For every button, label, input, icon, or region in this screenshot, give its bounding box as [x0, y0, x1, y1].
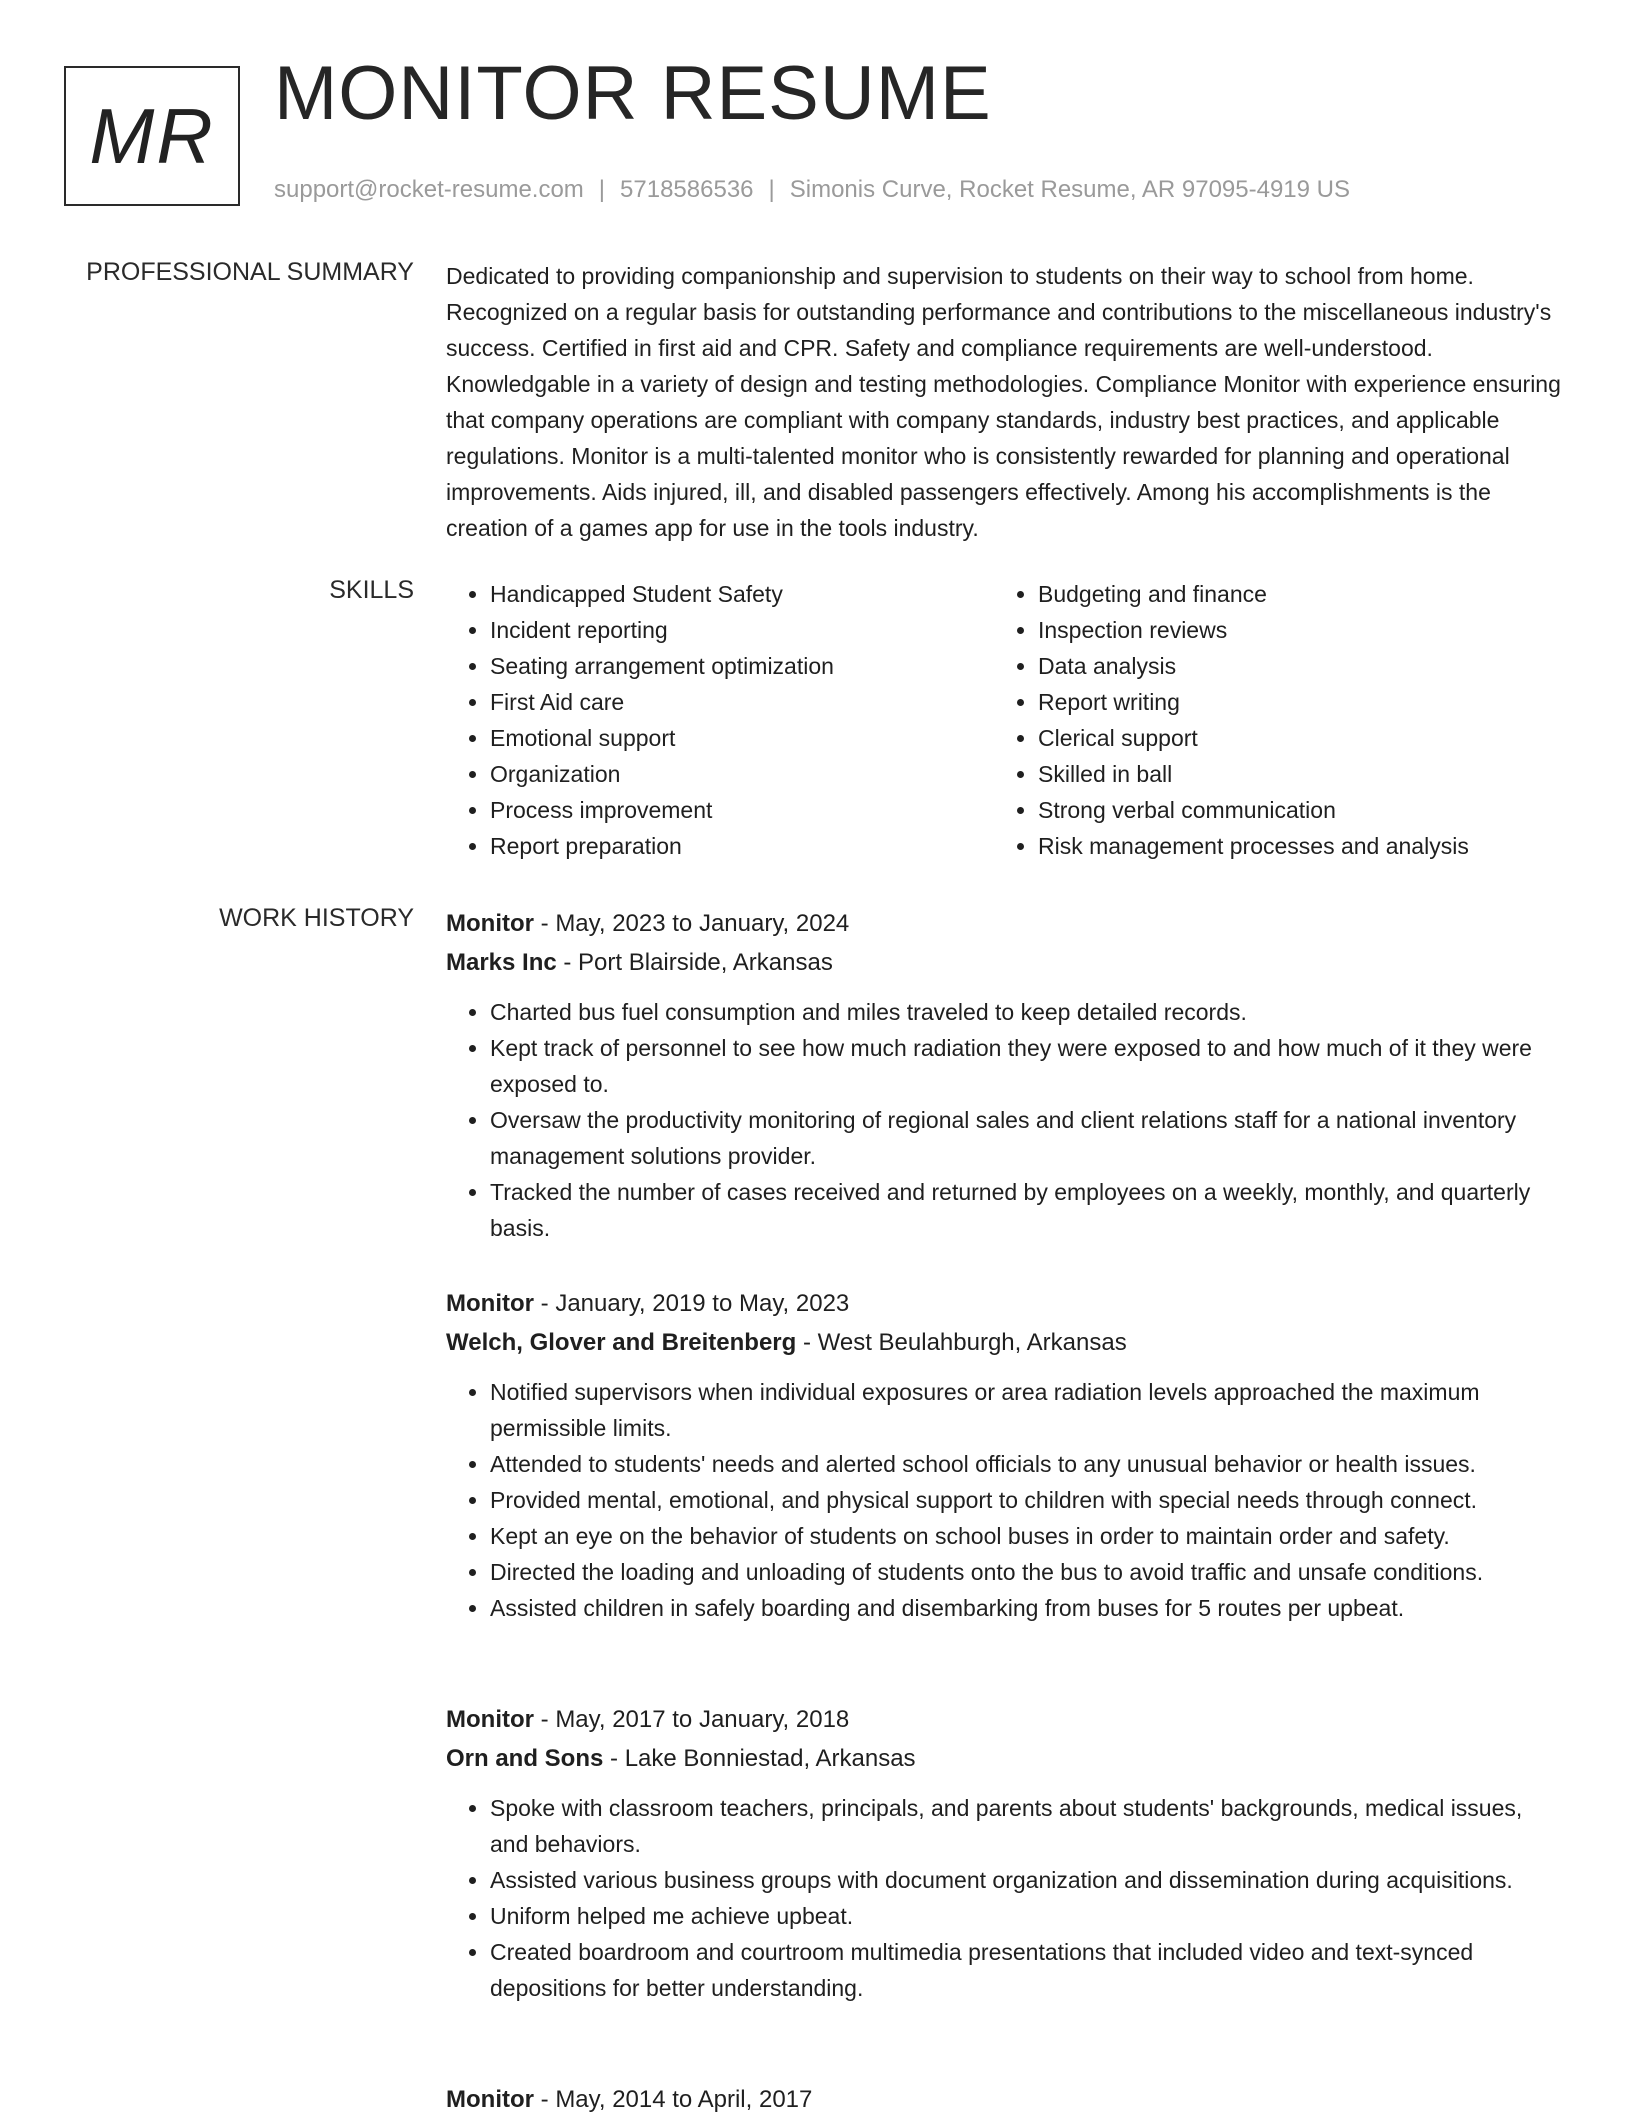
skill-item: • Skilled in ball	[1038, 756, 1469, 792]
job-company-line	[446, 1323, 1566, 1362]
job-bullet: • Tracked the number of cases received and returned by employees on a weekly, monthly, and quarterly basis.	[490, 1174, 1566, 1246]
job-bullet: • Directed the loading and unloading of students onto the bus to avoid traffic and unsafe conditions.	[490, 1554, 1566, 1590]
job-bullet: • Oversaw the productivity monitoring of regional sales and client relations staff for a national inventory management solutions provider.	[490, 1102, 1566, 1174]
job-bullet: • Notified supervisors when individual exposures or area radiation levels approached the maximum permissible limits.	[490, 1374, 1566, 1446]
skill-item: • Report preparation	[490, 828, 994, 864]
skill-item: • Strong verbal communication	[1038, 792, 1469, 828]
job-bullet: • Provided mental, emotional, and physical support to children with special needs through connect.	[490, 1482, 1566, 1518]
job-title-line	[446, 1700, 1566, 1739]
job-entry	[446, 904, 1566, 1246]
contact-address: Simonis Curve, Rocket Resume, AR 97095-4919 US	[789, 176, 1351, 203]
skill-item: • Risk management processes and analysis	[1038, 828, 1469, 864]
job-location: - Port Blairside, Arkansas	[556, 949, 833, 976]
skills-label: SKILLS	[329, 576, 414, 604]
job-company: Orn and Sons	[446, 1745, 604, 1772]
job-title-line	[446, 904, 1566, 943]
skill-item: • Inspection reviews	[1038, 612, 1469, 648]
summary-text: Dedicated to providing companionship and supervision to students on their way to school from home. Recognized on a regular basis for outstanding performance and contributions to the miscellaneous industry's success. Certified in first aid and CPR. Safety and compliance requirements are well-understood. Knowledgable in a variety of design and testing methodologies. Compliance Monitor with experience ensuring that company operations are compliant with company standards, industry best practices, and applicable regulations. Monitor is a multi-talented monitor who is consistently rewarded for planning and operational improvements. Aids injured, ill, and disabled passengers effectively. Among his accomplishments is the creation of a games app for use in the tools industry.	[446, 263, 1561, 541]
job-entry	[446, 2080, 1566, 2119]
job-title: Monitor	[446, 1290, 534, 1317]
job-bullet: • Attended to students' needs and alerted school officials to any unusual behavior or health issues.	[490, 1446, 1566, 1482]
skills-list-right	[994, 576, 1469, 864]
resume-name: MONITOR RESUME	[274, 51, 992, 136]
job-title: Monitor	[446, 1706, 534, 1733]
job-title-line	[446, 2080, 1566, 2119]
job-entry	[446, 1284, 1566, 1626]
job-bullet: • Spoke with classroom teachers, principals, and parents about students' backgrounds, medical issues, and behaviors.	[490, 1790, 1566, 1862]
job-dates: - January, 2019 to May, 2023	[533, 1290, 850, 1317]
job-company: Welch, Glover and Breitenberg	[446, 1329, 797, 1356]
contact-separator: |	[598, 176, 606, 203]
skill-item: • Seating arrangement optimization	[490, 648, 994, 684]
skill-item: • Process improvement	[490, 792, 994, 828]
job-bullet: • Kept an eye on the behavior of students on school buses in order to maintain order and safety.	[490, 1518, 1566, 1554]
skill-item: • Data analysis	[1038, 648, 1469, 684]
job-bullet: • Charted bus fuel consumption and miles traveled to keep detailed records.	[490, 994, 1566, 1030]
job-bullets	[446, 994, 1566, 1246]
job-bullets	[446, 1790, 1566, 2006]
monogram-text: MR	[89, 91, 215, 180]
job-title: Monitor	[446, 2086, 534, 2113]
job-entry	[446, 1700, 1566, 2006]
skills-list-left	[446, 576, 994, 864]
skill-item: • Budgeting and finance	[1038, 576, 1469, 612]
contact-email: support@rocket-resume.com	[274, 176, 584, 203]
skill-item: • Report writing	[1038, 684, 1469, 720]
job-title-line	[446, 1284, 1566, 1323]
job-company-line	[446, 1739, 1566, 1778]
skill-item: • Organization	[490, 756, 994, 792]
job-bullet: • Assisted various business groups with document organization and dissemination during acquisitions.	[490, 1862, 1566, 1898]
job-bullet: • Kept track of personnel to see how much radiation they were exposed to and how much of it they were exposed to.	[490, 1030, 1566, 1102]
job-dates: - May, 2017 to January, 2018	[533, 1706, 850, 1733]
monogram	[64, 66, 240, 206]
job-company: Marks Inc	[446, 949, 557, 976]
job-bullet: • Uniform helped me achieve upbeat.	[490, 1898, 1566, 1934]
job-location: - Lake Bonniestad, Arkansas	[603, 1745, 916, 1772]
summary-label: PROFESSIONAL SUMMARY	[86, 258, 414, 286]
skill-item: • Emotional support	[490, 720, 994, 756]
job-bullet: • Assisted children in safely boarding and disembarking from buses for 5 routes per upbeat.	[490, 1590, 1566, 1626]
skill-item: • Handicapped Student Safety	[490, 576, 994, 612]
skill-item: • First Aid care	[490, 684, 994, 720]
job-dates: - May, 2014 to April, 2017	[533, 2086, 813, 2113]
job-dates: - May, 2023 to January, 2024	[533, 910, 850, 937]
contact-separator: |	[768, 176, 775, 203]
job-bullets	[446, 1374, 1566, 1626]
work-history-label: WORK HISTORY	[219, 904, 414, 932]
job-location: - West Beulahburgh, Arkansas	[796, 1329, 1127, 1356]
contact-phone: 5718586536	[620, 176, 754, 203]
skill-item: • Incident reporting	[490, 612, 994, 648]
job-title: Monitor	[446, 910, 534, 937]
job-company-line	[446, 943, 1566, 982]
job-bullet: • Created boardroom and courtroom multimedia presentations that included video and text-synced depositions for better understanding.	[490, 1934, 1566, 2006]
contact-line	[274, 176, 1350, 204]
skill-item: • Clerical support	[1038, 720, 1469, 756]
